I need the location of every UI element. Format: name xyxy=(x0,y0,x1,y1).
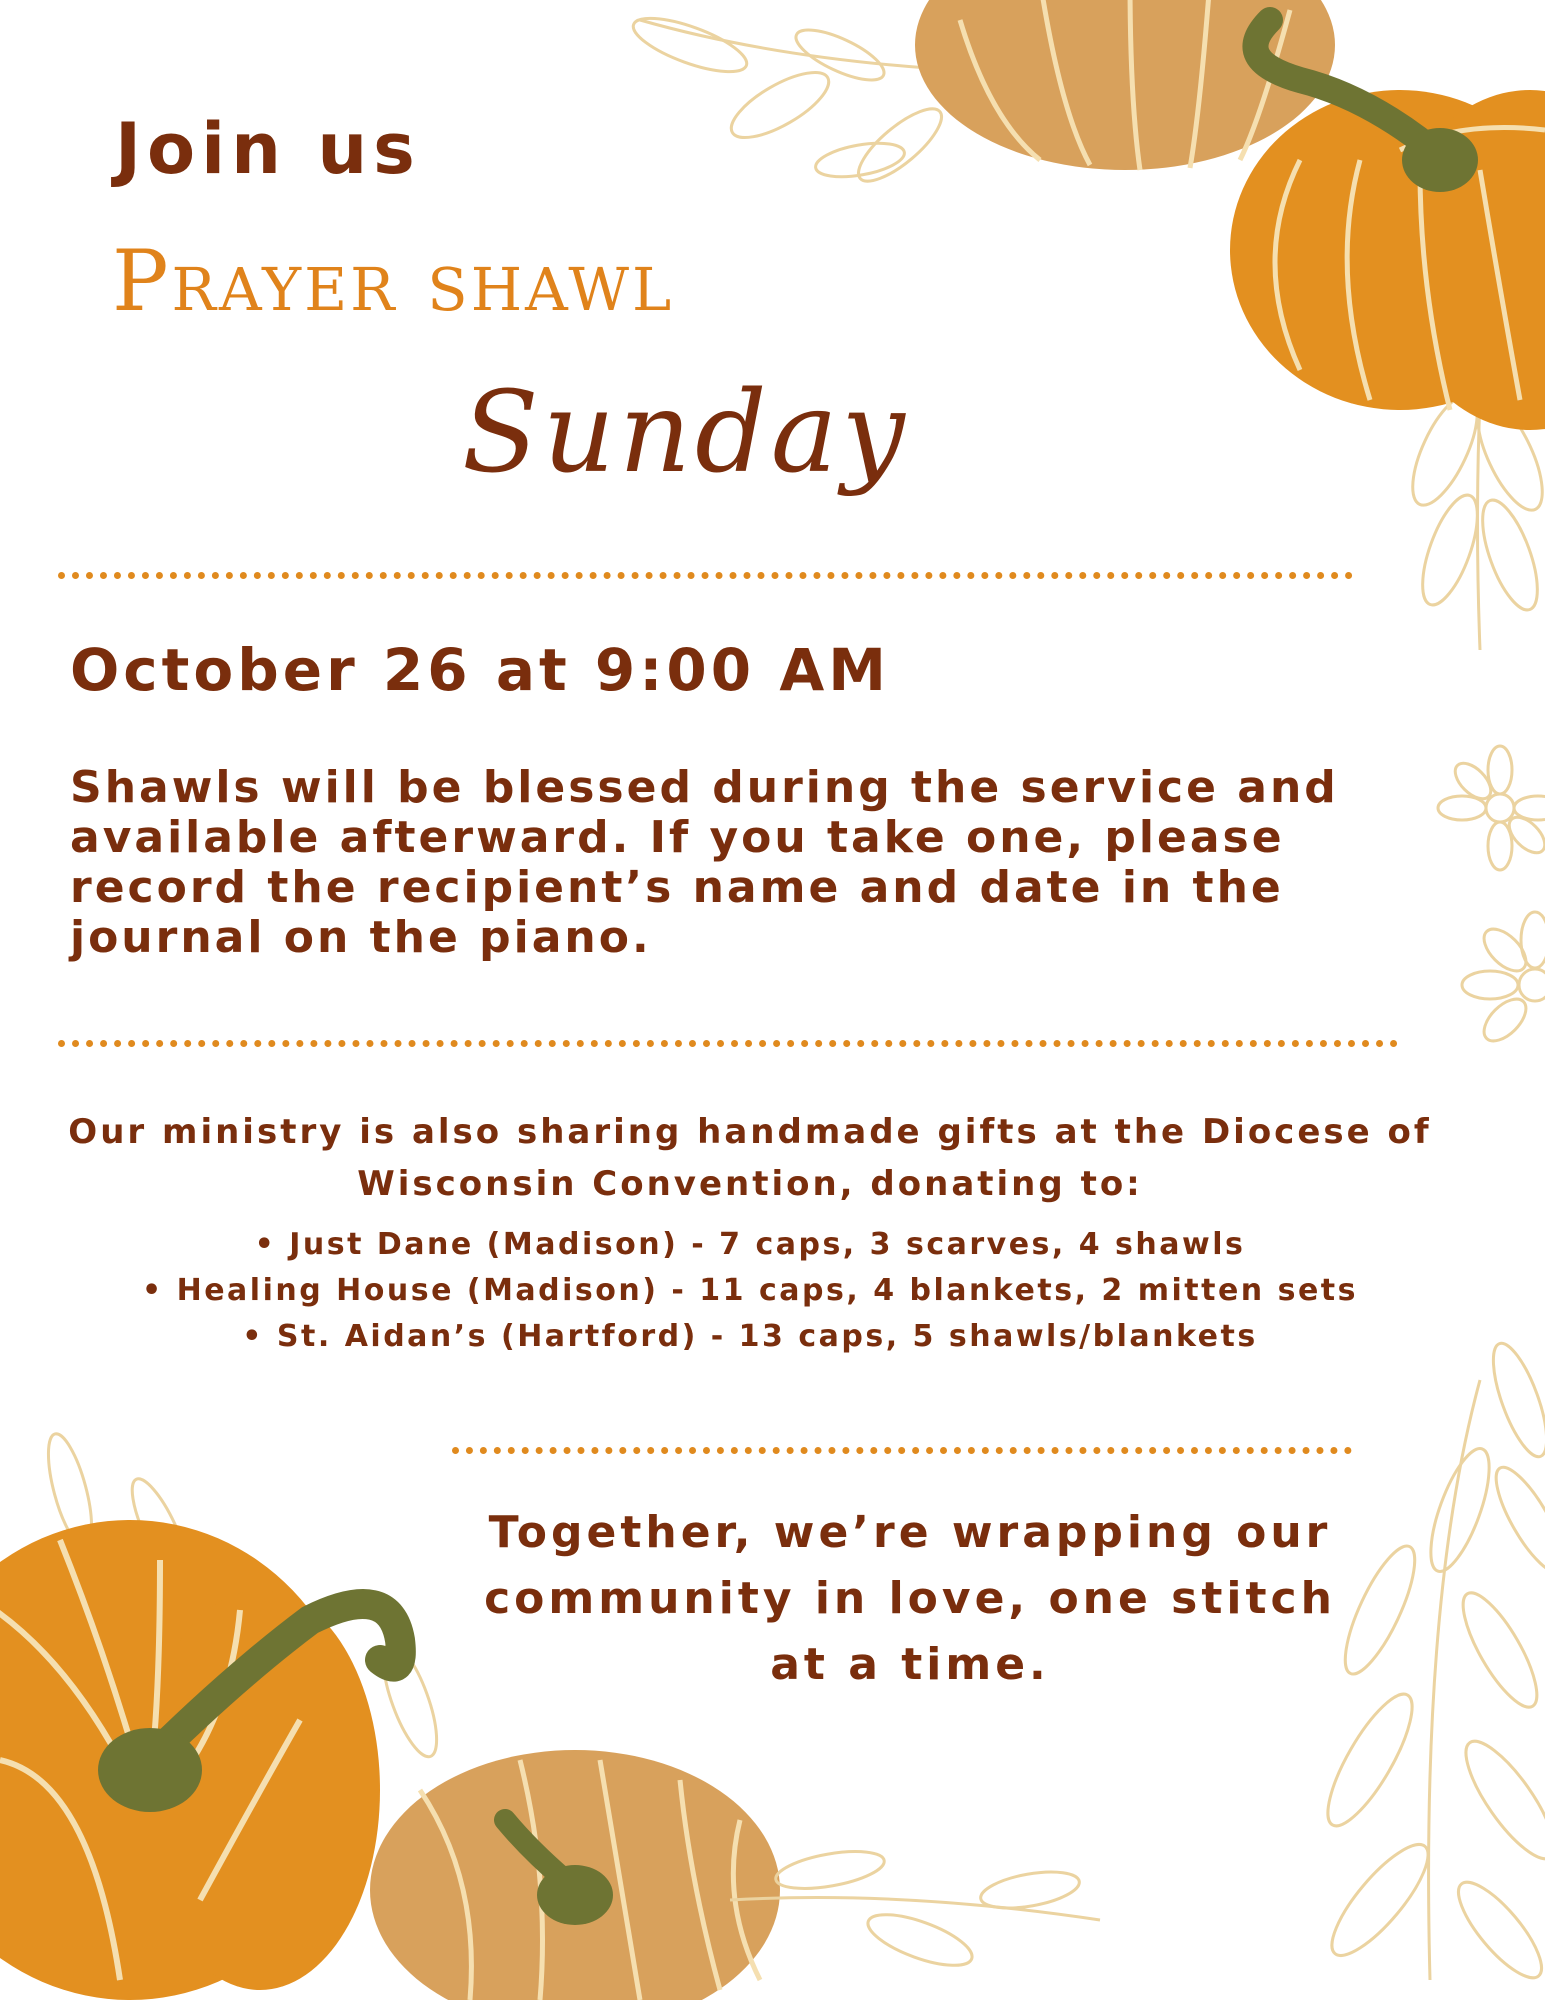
event-description: Shawls will be blessed during the service and available afterward. If you take one, please record the recipient’s name and date in the journal on the piano. xyxy=(70,762,1339,963)
divider-1 xyxy=(58,572,1353,579)
donation-item: • Healing House (Madison) - 11 caps, 4 blankets, 2 mitten sets xyxy=(141,1273,1358,1308)
event-title: Prayer shawl xyxy=(112,232,675,330)
flower-icon xyxy=(1438,746,1545,1048)
leaf-sprig-top-icon xyxy=(627,8,960,193)
closing-message: Together, we’re wrapping our community in love, one stitch at a time. xyxy=(484,1507,1336,1690)
donation-list xyxy=(30,1222,1470,1360)
event-title-script: Sunday xyxy=(462,368,909,498)
donation-item: • St. Aidan’s (Hartford) - 13 caps, 5 shawls/blankets xyxy=(242,1319,1258,1354)
ministry-note: Our ministry is also sharing handmade gifts at the Diocese of Wisconsin Convention, donating to: xyxy=(68,1112,1432,1204)
pumpkin-bottom-left-icon xyxy=(0,1520,401,2000)
divider-2 xyxy=(58,1040,1398,1047)
pumpkin-bottom-center-icon xyxy=(370,1750,780,2000)
fern-right-icon xyxy=(1313,1337,1545,1988)
pumpkin-top-right-icon xyxy=(1230,20,1545,430)
join-us-heading: Join us xyxy=(115,108,421,190)
leaf-sprig-bottom-center-icon xyxy=(730,1845,1100,1976)
event-date-time: October 26 at 9:00 AM xyxy=(70,636,890,704)
donation-item: • Just Dane (Madison) - 7 caps, 3 scarves, 4 shawls xyxy=(254,1227,1246,1262)
divider-3 xyxy=(452,1447,1352,1454)
